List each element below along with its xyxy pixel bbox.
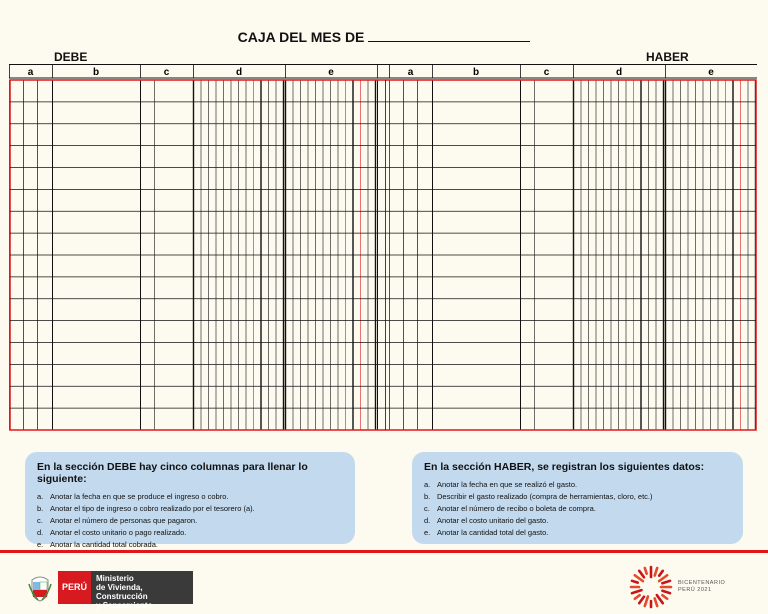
item-text: Anotar el número de recibo o boleta de compra. xyxy=(437,504,596,513)
column-header-c: c xyxy=(543,67,550,78)
item-text: Describir el gasto realizado (compra de herramientas, cloro, etc.) xyxy=(437,492,653,501)
emblem-ray xyxy=(639,571,644,577)
column-header-d: d xyxy=(235,67,243,78)
emblem-ray xyxy=(632,581,638,583)
haber-instructions-panel xyxy=(412,452,743,544)
emblem-ray xyxy=(662,591,670,593)
ledger-svg xyxy=(9,64,757,432)
item-marker: e. xyxy=(424,528,431,537)
item-text: Anotar el costo unitario o pago realizado. xyxy=(50,528,187,537)
coat-of-arms-icon xyxy=(28,574,52,602)
emblem-ray xyxy=(655,598,657,606)
bicentenario-line: PERÚ 2021 xyxy=(678,587,712,593)
title-text: CAJA DEL MES DE xyxy=(237,29,365,45)
column-header-b: b xyxy=(472,67,480,78)
debe-instructions-list xyxy=(37,491,343,551)
column-header-d: d xyxy=(615,67,623,78)
item-marker: e. xyxy=(37,540,44,549)
item-marker: b. xyxy=(424,492,431,501)
haber-instruction-item xyxy=(424,515,731,527)
footer-divider xyxy=(0,550,768,553)
emblem-ray xyxy=(662,581,670,583)
item-marker: d. xyxy=(37,528,44,537)
debe-instruction-item xyxy=(37,527,343,539)
column-header-a: a xyxy=(27,67,34,78)
ministry-logo xyxy=(28,571,193,610)
item-marker: a. xyxy=(424,480,431,489)
column-header-e: e xyxy=(708,67,714,78)
item-marker: c. xyxy=(37,516,43,525)
ministry-line: Ministerio xyxy=(96,574,134,583)
page-title xyxy=(0,29,768,45)
bicentenario-logo xyxy=(629,565,725,609)
bicentenario-line: BICENTENARIO xyxy=(678,580,726,586)
column-header-b: b xyxy=(92,67,100,78)
ministry-line: de Vivienda, Construcción xyxy=(96,583,148,601)
item-marker: b. xyxy=(37,504,44,513)
ministry-name xyxy=(91,571,193,610)
item-text: Anotar la cantidad total cobrada. xyxy=(50,540,158,549)
peru-badge: PERÚ xyxy=(58,571,91,604)
haber-instruction-item xyxy=(424,479,731,491)
bicentenario-emblem-icon xyxy=(629,565,673,609)
emblem-ray xyxy=(635,595,640,599)
emblem-ray xyxy=(645,597,648,607)
haber-label: HABER xyxy=(646,50,689,64)
debe-instructions-panel xyxy=(25,452,355,549)
item-text: Anotar la fecha en que se realizó el gasto. xyxy=(437,480,578,489)
item-marker: a. xyxy=(37,492,44,501)
emblem-ray xyxy=(655,568,657,576)
debe-label: DEBE xyxy=(54,50,88,64)
item-text: Anotar el número de personas que pagaron. xyxy=(50,516,198,525)
haber-instructions-heading: En la sección HABER, se registran los siguientes datos: xyxy=(424,461,705,473)
emblem-ray xyxy=(645,568,647,574)
column-header-e: e xyxy=(328,67,334,78)
emblem-ray xyxy=(632,590,642,593)
emblem-ray xyxy=(659,571,663,576)
item-text: Anotar la cantidad total del gasto. xyxy=(437,528,549,537)
ledger-grid[interactable] xyxy=(9,64,757,432)
debe-instruction-item xyxy=(37,515,343,527)
debe-instruction-item xyxy=(37,503,343,515)
emblem-ray xyxy=(662,595,667,599)
ministry-line: y Saneamiento xyxy=(96,601,153,610)
emblem-ray xyxy=(639,597,644,603)
haber-instruction-item xyxy=(424,491,731,503)
column-header-c: c xyxy=(163,67,170,78)
haber-instructions-list xyxy=(424,479,731,539)
item-marker: d. xyxy=(424,516,431,525)
item-text: Anotar la fecha en que se produce el ingreso o cobro. xyxy=(50,492,229,501)
item-marker: c. xyxy=(424,504,430,513)
column-header-a: a xyxy=(407,67,414,78)
item-text: Anotar el costo unitario del gasto. xyxy=(437,516,549,525)
item-text: Anotar el tipo de ingreso o cobro realizado por el tesorero (a). xyxy=(50,504,255,513)
haber-instruction-item xyxy=(424,503,731,515)
debe-instructions-heading: En la sección DEBE hay cinco columnas para llenar lo siguiente: xyxy=(37,461,308,485)
debe-instruction-item xyxy=(37,491,343,503)
month-blank-line[interactable] xyxy=(368,29,530,42)
haber-instruction-item xyxy=(424,527,731,539)
